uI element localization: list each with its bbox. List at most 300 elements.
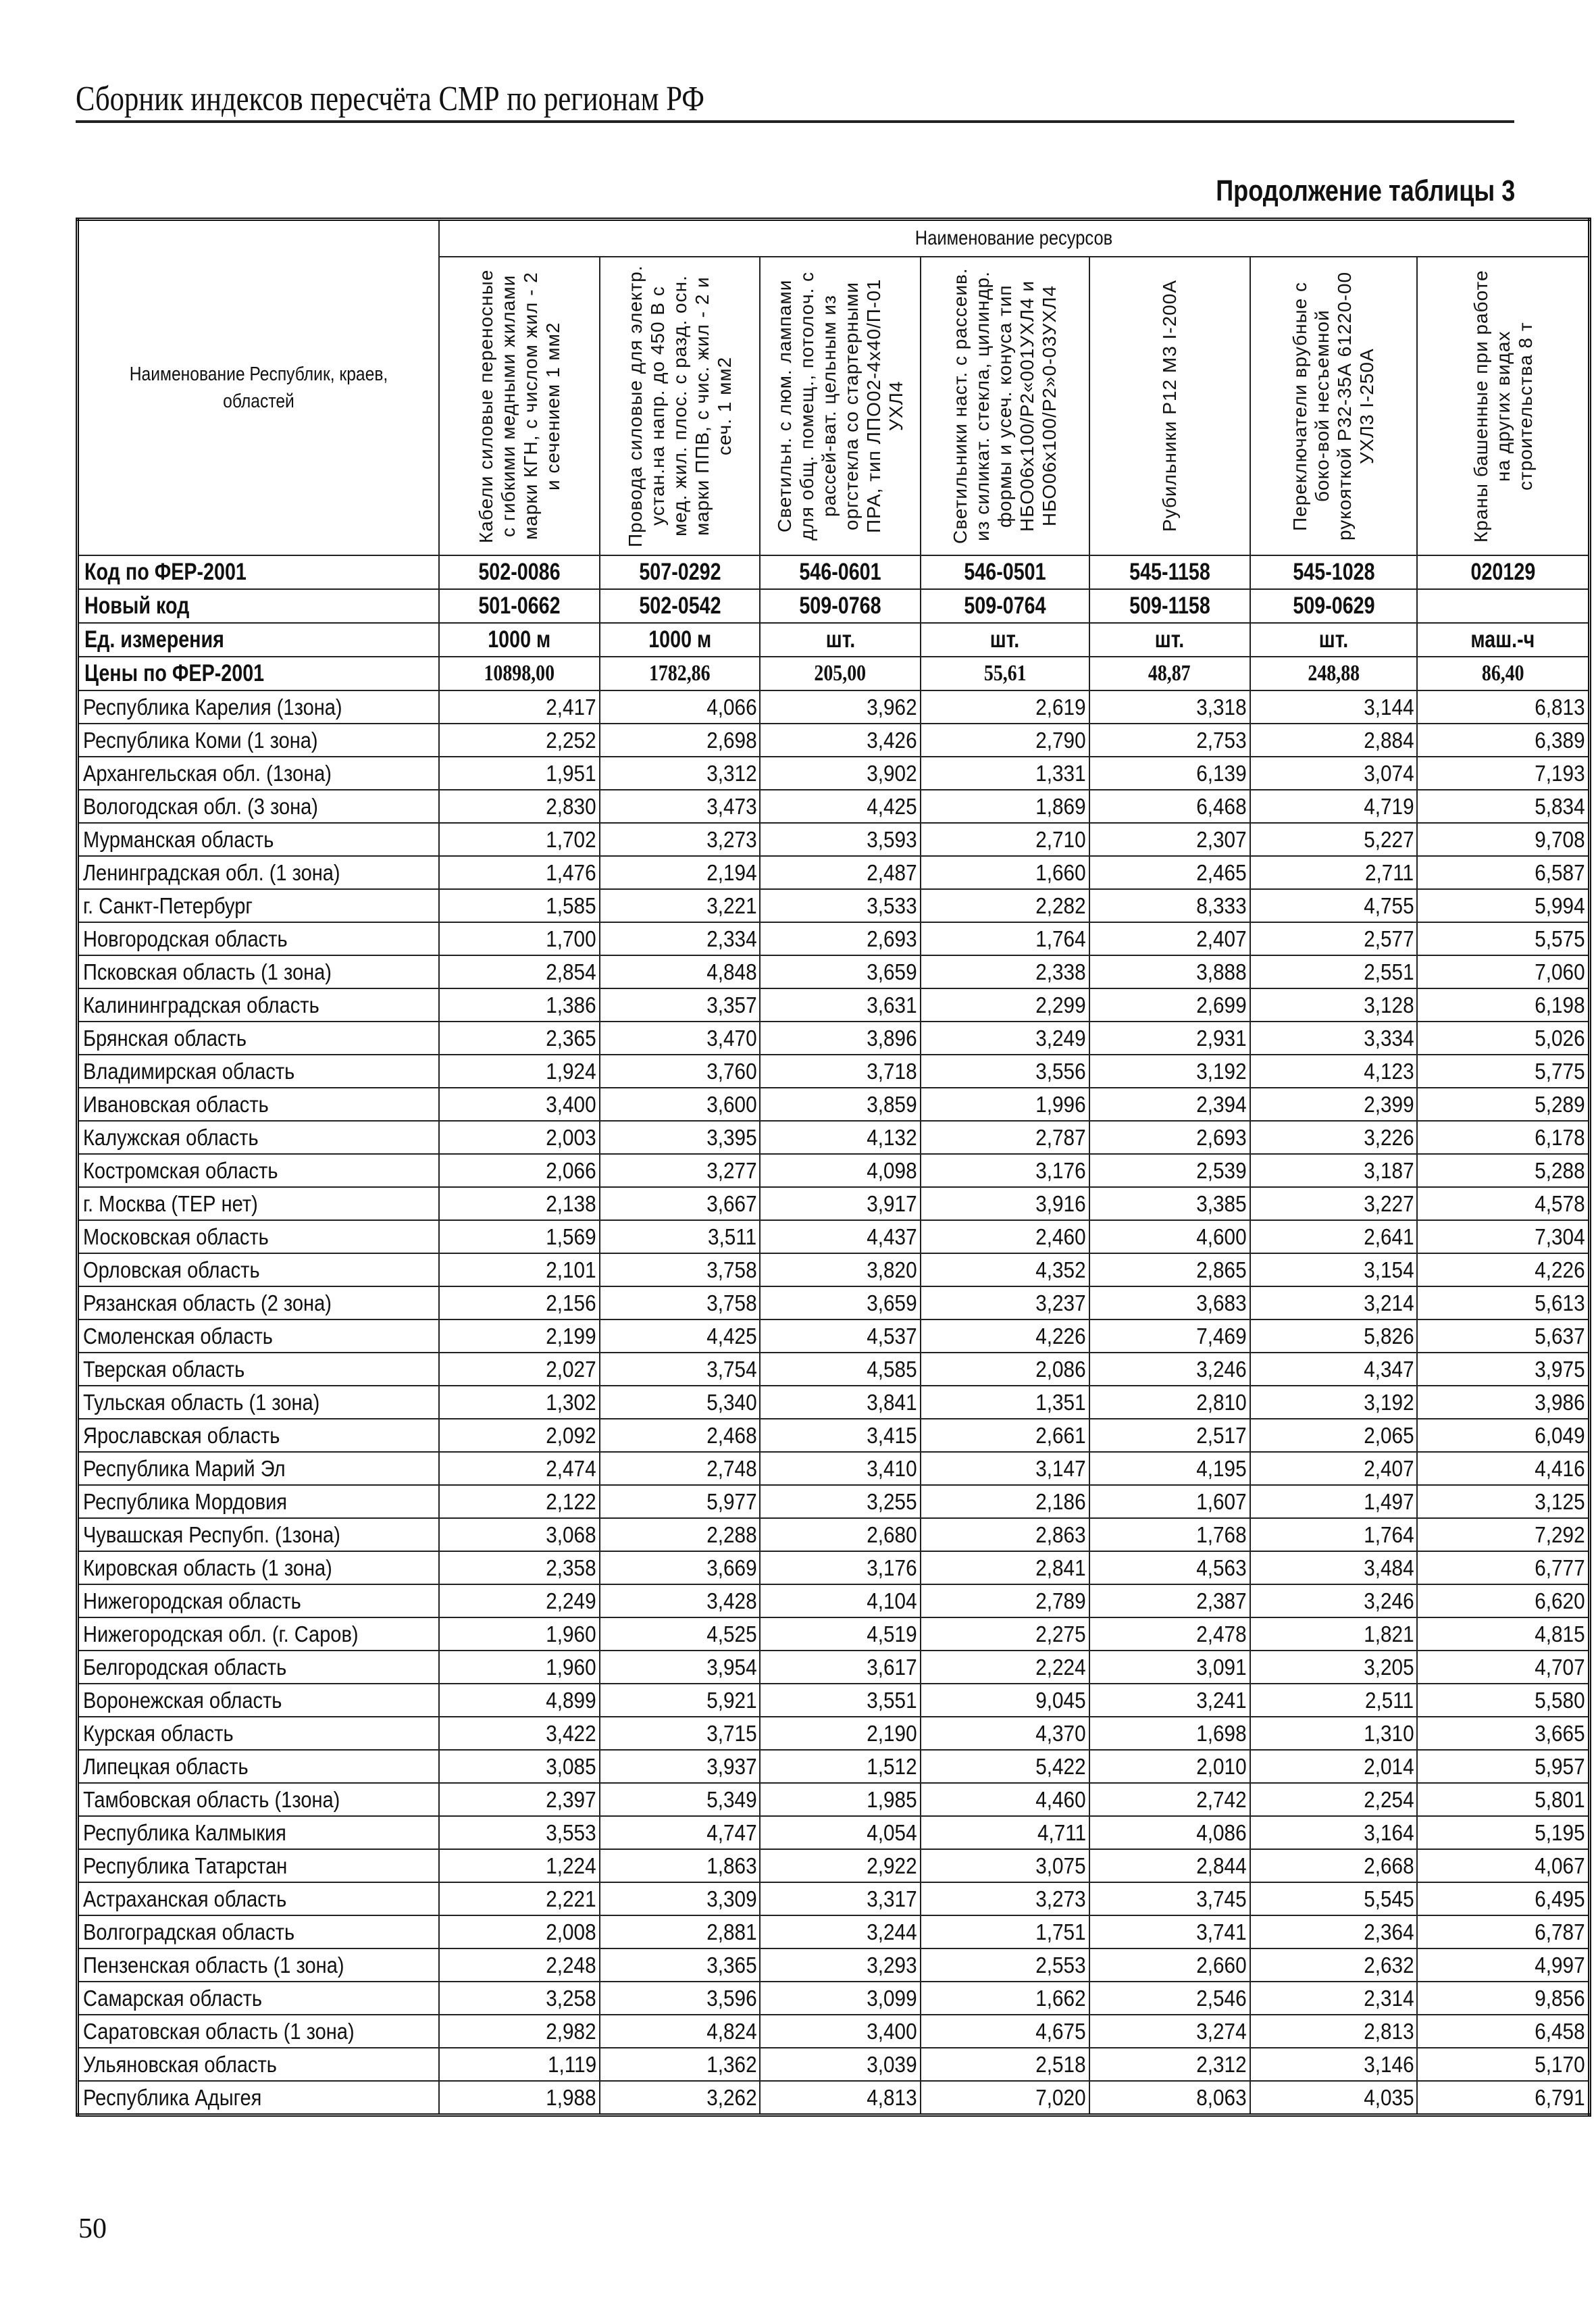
index-value-cell: 3,277	[600, 1154, 761, 1187]
index-value-cell: 3,667	[600, 1187, 761, 1220]
meta-cell-price: 205,00	[760, 657, 921, 690]
index-value-cell: 5,195	[1417, 1816, 1589, 1849]
index-value-cell: 5,340	[600, 1386, 761, 1419]
index-value-cell: 3,896	[760, 1022, 921, 1055]
index-value-cell: 6,587	[1417, 856, 1589, 889]
index-value-cell: 1,497	[1250, 1485, 1418, 1518]
index-value-cell: 5,957	[1417, 1750, 1589, 1783]
index-value-cell: 3,820	[760, 1253, 921, 1286]
table-row	[78, 1187, 1590, 1220]
index-value-cell: 3,659	[760, 1286, 921, 1319]
index-value-cell: 6,468	[1089, 790, 1250, 823]
index-value-cell: 4,824	[600, 2015, 761, 2048]
table-row	[78, 1419, 1590, 1452]
index-value-cell: 3,962	[760, 690, 921, 724]
index-value-cell: 2,417	[439, 690, 600, 724]
resource-name: Провода силовые для электр. устан.на напр. до 450 В с мед. жил. плос. с разд. осн. марки ППВ, с чис. жил - 2 и сеч. 1 мм2	[625, 265, 735, 547]
region-name-cell: Московская область	[78, 1220, 440, 1253]
index-value-cell: 2,065	[1250, 1419, 1418, 1452]
index-value-cell: 1,512	[760, 1750, 921, 1783]
index-value-cell: 2,546	[1089, 1982, 1250, 2015]
meta-cell-code-fer: 545-1028	[1250, 555, 1418, 589]
index-value-cell: 3,917	[760, 1187, 921, 1220]
index-value-cell: 2,844	[1089, 1849, 1250, 1882]
index-value-cell: 2,982	[439, 2015, 600, 2048]
index-value-cell: 2,399	[1250, 1088, 1418, 1121]
index-value-cell: 2,199	[439, 1319, 600, 1353]
index-value-cell: 3,273	[921, 1882, 1089, 1915]
index-value-cell: 3,741	[1089, 1915, 1250, 1948]
index-value-cell: 2,710	[921, 823, 1089, 856]
index-value-cell: 1,768	[1089, 1518, 1250, 1551]
index-value-cell: 4,416	[1417, 1452, 1589, 1485]
index-value-cell: 3,754	[600, 1353, 761, 1386]
region-name-cell: Курская область	[78, 1717, 440, 1750]
region-name-cell: Ивановская область	[78, 1088, 440, 1121]
meta-cell-price: 86,40	[1417, 657, 1589, 690]
region-name-cell: Чувашская Респубп. (1зона)	[78, 1518, 440, 1551]
meta-row-label: Цены по ФЕР-2001	[78, 657, 440, 690]
index-value-cell: 7,292	[1417, 1518, 1589, 1551]
index-value-cell: 3,596	[600, 1982, 761, 2015]
index-value-cell: 3,422	[439, 1717, 600, 1750]
index-value-cell: 2,865	[1089, 1253, 1250, 1286]
index-value-cell: 2,394	[1089, 1088, 1250, 1121]
index-value-cell: 7,304	[1417, 1220, 1589, 1253]
index-value-cell: 5,801	[1417, 1783, 1589, 1816]
resource-column-header	[1089, 257, 1250, 555]
index-value-cell: 2,338	[921, 955, 1089, 988]
meta-cell-new-code: 509-0629	[1250, 589, 1418, 623]
index-value-cell: 4,563	[1089, 1551, 1250, 1584]
index-value-cell: 3,553	[439, 1816, 600, 1849]
table-row	[78, 955, 1590, 988]
region-name-cell: Калужская область	[78, 1121, 440, 1154]
index-value-cell: 2,518	[921, 2048, 1089, 2081]
index-value-cell: 3,221	[600, 889, 761, 922]
region-name-cell: Саратовская область (1 зона)	[78, 2015, 440, 2048]
index-value-cell: 6,777	[1417, 1551, 1589, 1584]
region-name-cell: Республика Татарстан	[78, 1849, 440, 1882]
index-value-cell: 5,288	[1417, 1154, 1589, 1187]
index-value-cell: 2,365	[439, 1022, 600, 1055]
index-value-cell: 2,619	[921, 690, 1089, 724]
index-value-cell: 2,460	[921, 1220, 1089, 1253]
index-value-cell: 2,884	[1250, 724, 1418, 757]
index-value-cell: 3,888	[1089, 955, 1250, 988]
index-value-cell: 4,035	[1250, 2081, 1418, 2115]
index-value-cell: 2,830	[439, 790, 600, 823]
resource-name: Кабели силовые переносные с гибкими медными жилами марки КГН, с числом жил - 2 и сечением 1 мм2	[475, 269, 563, 543]
index-value-cell: 3,718	[760, 1055, 921, 1088]
index-value-cell: 3,841	[760, 1386, 921, 1419]
index-value-cell: 2,813	[1250, 2015, 1418, 2048]
table-row	[78, 1982, 1590, 2015]
meta-row-label: Новый код	[78, 589, 440, 623]
resource-column-header	[1417, 257, 1589, 555]
index-value-cell: 3,293	[760, 1948, 921, 1982]
index-value-cell: 2,511	[1250, 1684, 1418, 1717]
resource-name: Переключатели врубные с боко-вой несъемной рукояткой Р32-35А 61220-00 УХЛ3 I-250А	[1289, 272, 1378, 541]
index-value-cell: 3,249	[921, 1022, 1089, 1055]
table-row	[78, 889, 1590, 922]
index-value-cell: 2,407	[1089, 922, 1250, 955]
meta-cell-price: 55,61	[921, 657, 1089, 690]
index-value-cell: 3,415	[760, 1419, 921, 1452]
index-value-cell: 3,309	[600, 1882, 761, 1915]
meta-cell-price: 10898,00	[439, 657, 600, 690]
meta-cell-new-code: 509-1158	[1089, 589, 1250, 623]
resource-column-header	[600, 257, 761, 555]
table-row	[78, 1518, 1590, 1551]
table-row	[78, 1651, 1590, 1684]
index-value-cell: 2,003	[439, 1121, 600, 1154]
meta-cell-new-code: 501-0662	[439, 589, 600, 623]
index-value-cell: 4,425	[760, 790, 921, 823]
table-row	[78, 1551, 1590, 1584]
index-value-cell: 2,010	[1089, 1750, 1250, 1783]
index-value-cell: 4,104	[760, 1584, 921, 1617]
index-value-cell: 3,385	[1089, 1187, 1250, 1220]
index-value-cell: 4,067	[1417, 1849, 1589, 1882]
index-value-cell: 3,192	[1250, 1386, 1418, 1419]
index-value-cell: 2,742	[1089, 1783, 1250, 1816]
index-value-cell: 3,262	[600, 2081, 761, 2115]
index-value-cell: 2,753	[1089, 724, 1250, 757]
index-value-cell: 2,693	[1089, 1121, 1250, 1154]
region-name-cell: Ярославская область	[78, 1419, 440, 1452]
index-value-cell: 3,099	[760, 1982, 921, 2015]
index-value-cell: 2,254	[1250, 1783, 1418, 1816]
index-value-cell: 3,975	[1417, 1353, 1589, 1386]
region-name-cell: Республика Марий Эл	[78, 1452, 440, 1485]
table-row	[78, 2048, 1590, 2081]
index-value-cell: 2,711	[1250, 856, 1418, 889]
index-value-cell: 4,675	[921, 2015, 1089, 2048]
index-value-cell: 7,469	[1089, 1319, 1250, 1353]
region-name-cell: Воронежская область	[78, 1684, 440, 1717]
index-value-cell: 2,478	[1089, 1617, 1250, 1651]
index-value-cell: 2,288	[600, 1518, 761, 1551]
index-value-cell: 2,221	[439, 1882, 600, 1915]
table-row	[78, 1882, 1590, 1915]
index-value-cell: 4,226	[921, 1319, 1089, 1353]
index-value-cell: 1,951	[439, 757, 600, 790]
meta-cell-code-fer: 507-0292	[600, 555, 761, 589]
index-value-cell: 2,553	[921, 1948, 1089, 1982]
index-value-cell: 1,702	[439, 823, 600, 856]
table-row	[78, 1849, 1590, 1882]
index-value-cell: 3,365	[600, 1948, 761, 1982]
meta-cell-unit: шт.	[760, 623, 921, 657]
meta-cell-new-code: 509-0768	[760, 589, 921, 623]
index-value-cell: 3,954	[600, 1651, 761, 1684]
region-name-cell: г. Москва (ТЕР нет)	[78, 1187, 440, 1220]
index-value-cell: 2,194	[600, 856, 761, 889]
index-value-cell: 2,474	[439, 1452, 600, 1485]
index-value-cell: 3,400	[439, 1088, 600, 1121]
resource-name: Рубильники Р12 М3 I-200А	[1159, 280, 1181, 532]
index-value-cell: 1,821	[1250, 1617, 1418, 1651]
resources-group-header: Наименование ресурсов	[439, 220, 1589, 257]
region-name-cell: Вологодская обл. (3 зона)	[78, 790, 440, 823]
table-row	[78, 1617, 1590, 1651]
index-value-cell: 9,045	[921, 1684, 1089, 1717]
index-value-cell: 1,224	[439, 1849, 600, 1882]
meta-row-new-code	[78, 589, 1590, 623]
index-value-cell: 2,275	[921, 1617, 1089, 1651]
index-value-cell: 2,787	[921, 1121, 1089, 1154]
index-value-cell: 2,101	[439, 1253, 600, 1286]
region-name-cell: Рязанская область (2 зона)	[78, 1286, 440, 1319]
index-value-cell: 2,014	[1250, 1750, 1418, 1783]
table-row	[78, 1948, 1590, 1982]
index-value-cell: 3,318	[1089, 690, 1250, 724]
index-value-cell: 2,699	[1089, 988, 1250, 1022]
region-name-cell: Псковская область (1 зона)	[78, 955, 440, 988]
index-value-cell: 5,575	[1417, 922, 1589, 955]
index-value-cell: 2,810	[1089, 1386, 1250, 1419]
index-value-cell: 1,764	[921, 922, 1089, 955]
resource-column-header	[1250, 257, 1418, 555]
index-value-cell: 3,205	[1250, 1651, 1418, 1684]
index-value-cell: 1,863	[600, 1849, 761, 1882]
index-value-cell: 2,922	[760, 1849, 921, 1882]
index-value-cell: 5,826	[1250, 1319, 1418, 1353]
index-value-cell: 3,659	[760, 955, 921, 988]
table-row	[78, 1750, 1590, 1783]
index-value-cell: 3,631	[760, 988, 921, 1022]
index-value-cell: 4,997	[1417, 1948, 1589, 1982]
index-value-cell: 4,347	[1250, 1353, 1418, 1386]
index-value-cell: 5,637	[1417, 1319, 1589, 1353]
index-value-cell: 6,389	[1417, 724, 1589, 757]
region-name-cell: Тульская область (1 зона)	[78, 1386, 440, 1419]
index-value-cell: 2,881	[600, 1915, 761, 1948]
index-value-cell: 5,775	[1417, 1055, 1589, 1088]
index-value-cell: 4,747	[600, 1816, 761, 1849]
index-value-cell: 2,122	[439, 1485, 600, 1518]
index-value-cell: 8,333	[1089, 889, 1250, 922]
table-row	[78, 2081, 1590, 2115]
region-name-cell: Республика Карелия (1зона)	[78, 690, 440, 724]
resource-name: Краны башенные при работе на других видах строительства 8 т	[1470, 270, 1536, 543]
index-value-cell: 1,698	[1089, 1717, 1250, 1750]
index-value-cell: 1,700	[439, 922, 600, 955]
meta-cell-code-fer: 502-0086	[439, 555, 600, 589]
resource-column-header	[439, 257, 600, 555]
region-name-cell: Республика Адыгея	[78, 2081, 440, 2115]
index-value-cell: 3,937	[600, 1750, 761, 1783]
region-name-cell: Волгоградская область	[78, 1915, 440, 1948]
index-value-cell: 4,525	[600, 1617, 761, 1651]
index-value-cell: 2,358	[439, 1551, 600, 1584]
table-row	[78, 1220, 1590, 1253]
index-value-cell: 1,302	[439, 1386, 600, 1419]
table-row	[78, 790, 1590, 823]
resource-column-header	[921, 257, 1089, 555]
index-value-cell: 4,123	[1250, 1055, 1418, 1088]
index-value-cell: 3,617	[760, 1651, 921, 1684]
index-value-cell: 4,578	[1417, 1187, 1589, 1220]
index-value-cell: 3,244	[760, 1915, 921, 1948]
region-name-cell: Владимирская область	[78, 1055, 440, 1088]
index-value-cell: 1,924	[439, 1055, 600, 1088]
table-row	[78, 1022, 1590, 1055]
index-value-cell: 1,362	[600, 2048, 761, 2081]
index-value-cell: 5,545	[1250, 1882, 1418, 1915]
index-value-cell: 4,719	[1250, 790, 1418, 823]
index-value-cell: 1,988	[439, 2081, 600, 2115]
index-value-cell: 4,437	[760, 1220, 921, 1253]
index-value-cell: 3,470	[600, 1022, 761, 1055]
index-value-cell: 3,164	[1250, 1816, 1418, 1849]
index-value-cell: 2,680	[760, 1518, 921, 1551]
index-value-cell: 2,314	[1250, 1982, 1418, 2015]
index-value-cell: 3,916	[921, 1187, 1089, 1220]
index-value-cell: 3,745	[1089, 1882, 1250, 1915]
index-value-cell: 4,460	[921, 1783, 1089, 1816]
index-value-cell: 3,273	[600, 823, 761, 856]
index-value-cell: 5,170	[1417, 2048, 1589, 2081]
index-value-cell: 3,760	[600, 1055, 761, 1088]
region-name-cell: Республика Коми (1 зона)	[78, 724, 440, 757]
table-row	[78, 1154, 1590, 1187]
table-row	[78, 757, 1590, 790]
region-name-cell: Тверская область	[78, 1353, 440, 1386]
meta-cell-price: 248,88	[1250, 657, 1418, 690]
meta-cell-unit: маш.-ч	[1417, 623, 1589, 657]
index-value-cell: 2,156	[439, 1286, 600, 1319]
region-name-cell: Липецкая область	[78, 1750, 440, 1783]
region-name-cell: Смоленская область	[78, 1319, 440, 1353]
page-header-title: Сборник индексов пересчёта СМР по регионам РФ	[76, 80, 704, 118]
region-name-cell: Нижегородская обл. (г. Саров)	[78, 1617, 440, 1651]
index-value-cell: 3,226	[1250, 1121, 1418, 1154]
index-value-cell: 6,787	[1417, 1915, 1589, 1948]
page-number: 50	[78, 2213, 107, 2244]
index-value-cell: 2,693	[760, 922, 921, 955]
index-value-cell: 2,641	[1250, 1220, 1418, 1253]
index-value-cell: 4,195	[1089, 1452, 1250, 1485]
index-value-cell: 4,707	[1417, 1651, 1589, 1684]
index-value-cell: 5,289	[1417, 1088, 1589, 1121]
region-name-cell: Ульяновская область	[78, 2048, 440, 2081]
region-name-cell: Астраханская область	[78, 1882, 440, 1915]
index-value-cell: 1,960	[439, 1651, 600, 1684]
index-value-cell: 3,410	[760, 1452, 921, 1485]
regional-index-table	[76, 218, 1591, 2117]
table-row	[78, 1386, 1590, 1419]
index-value-cell: 2,364	[1250, 1915, 1418, 1948]
index-value-cell: 1,476	[439, 856, 600, 889]
index-value-cell: 3,144	[1250, 690, 1418, 724]
index-value-cell: 2,841	[921, 1551, 1089, 1584]
meta-cell-code-fer: 546-0501	[921, 555, 1089, 589]
meta-cell-new-code	[1417, 589, 1589, 623]
index-value-cell: 3,669	[600, 1551, 761, 1584]
region-name-cell: Кировская область (1 зона)	[78, 1551, 440, 1584]
index-value-cell: 3,400	[760, 2015, 921, 2048]
table-row	[78, 1717, 1590, 1750]
table-row	[78, 856, 1590, 889]
table-row	[78, 1816, 1590, 1849]
index-value-cell: 3,715	[600, 1717, 761, 1750]
table-row	[78, 1253, 1590, 1286]
index-value-cell: 3,255	[760, 1485, 921, 1518]
table-row	[78, 2015, 1590, 2048]
index-value-cell: 2,086	[921, 1353, 1089, 1386]
index-value-cell: 2,854	[439, 955, 600, 988]
index-value-cell: 5,613	[1417, 1286, 1589, 1319]
index-value-cell: 2,252	[439, 724, 600, 757]
index-value-cell: 7,060	[1417, 955, 1589, 988]
table-row	[78, 1684, 1590, 1717]
index-value-cell: 3,593	[760, 823, 921, 856]
index-value-cell: 8,063	[1089, 2081, 1250, 2115]
index-value-cell: 1,585	[439, 889, 600, 922]
index-value-cell: 2,632	[1250, 1948, 1418, 1982]
index-value-cell: 1,764	[1250, 1518, 1418, 1551]
index-value-cell: 1,996	[921, 1088, 1089, 1121]
index-value-cell: 6,049	[1417, 1419, 1589, 1452]
index-value-cell: 3,600	[600, 1088, 761, 1121]
index-value-cell: 4,352	[921, 1253, 1089, 1286]
meta-cell-new-code: 502-0542	[600, 589, 761, 623]
index-value-cell: 5,994	[1417, 889, 1589, 922]
index-value-cell: 4,848	[600, 955, 761, 988]
header-rule	[76, 120, 1514, 123]
index-value-cell: 4,755	[1250, 889, 1418, 922]
index-value-cell: 3,128	[1250, 988, 1418, 1022]
index-value-cell: 9,708	[1417, 823, 1589, 856]
index-value-cell: 3,665	[1417, 1717, 1589, 1750]
index-value-cell: 5,977	[600, 1485, 761, 1518]
index-value-cell: 6,495	[1417, 1882, 1589, 1915]
index-value-cell: 3,214	[1250, 1286, 1418, 1319]
index-value-cell: 4,813	[760, 2081, 921, 2115]
index-value-cell: 6,139	[1089, 757, 1250, 790]
index-value-cell: 5,580	[1417, 1684, 1589, 1717]
table-row	[78, 1121, 1590, 1154]
index-value-cell: 4,600	[1089, 1220, 1250, 1253]
index-value-cell: 4,098	[760, 1154, 921, 1187]
region-name-cell: Тамбовская область (1зона)	[78, 1783, 440, 1816]
index-value-cell: 3,075	[921, 1849, 1089, 1882]
region-name-cell: Брянская область	[78, 1022, 440, 1055]
index-value-cell: 3,176	[760, 1551, 921, 1584]
index-value-cell: 2,465	[1089, 856, 1250, 889]
index-value-cell: 2,138	[439, 1187, 600, 1220]
index-value-cell: 3,147	[921, 1452, 1089, 1485]
meta-row-price	[78, 657, 1590, 690]
index-value-cell: 1,960	[439, 1617, 600, 1651]
index-value-cell: 6,198	[1417, 988, 1589, 1022]
index-value-cell: 2,299	[921, 988, 1089, 1022]
index-value-cell: 2,468	[600, 1419, 761, 1452]
index-value-cell: 3,334	[1250, 1022, 1418, 1055]
index-value-cell: 2,661	[921, 1419, 1089, 1452]
index-value-cell: 2,066	[439, 1154, 600, 1187]
meta-row-label: Код по ФЕР-2001	[78, 555, 440, 589]
index-value-cell: 3,146	[1250, 2048, 1418, 2081]
index-value-cell: 9,856	[1417, 1982, 1589, 2015]
index-value-cell: 3,154	[1250, 1253, 1418, 1286]
meta-cell-unit: 1000 м	[439, 623, 600, 657]
index-value-cell: 1,607	[1089, 1485, 1250, 1518]
region-name-cell: Ленинградская обл. (1 зона)	[78, 856, 440, 889]
table-continuation-label: Продолжение таблицы 3	[1215, 174, 1515, 207]
